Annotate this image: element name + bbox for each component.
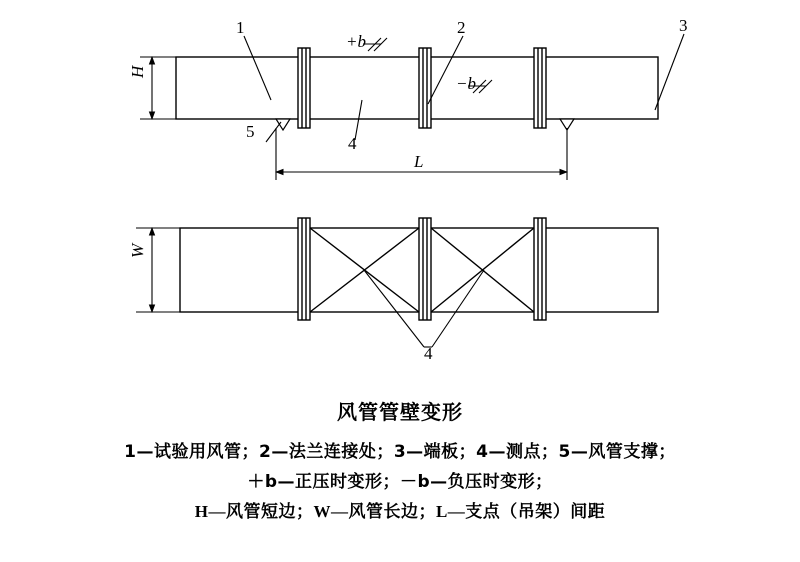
- label-4-plan: 4: [424, 344, 433, 363]
- label-l: L: [414, 152, 424, 171]
- label-w: W: [128, 243, 147, 258]
- side-view-duct: [176, 48, 658, 128]
- label-h: H: [128, 65, 147, 78]
- legend-line-2: ＋b—正压时变形；－b—负压时变形；: [247, 472, 553, 492]
- figure-caption: [0, 396, 800, 527]
- label-minus-b: −b: [456, 74, 476, 93]
- label-3: 3: [679, 16, 688, 35]
- legend-line-1: 1—试验用风管；2—法兰连接处；3—端板；4—测点；5—风管支撑；: [124, 442, 676, 462]
- label-plus-b: +b: [346, 32, 366, 51]
- label-5: 5: [246, 122, 255, 141]
- plan-view-duct: [180, 218, 658, 320]
- figure-title: 风管管壁变形: [337, 400, 463, 424]
- legend-line-3: H—风管短边；W—风管长边；L—支点（吊架）间距: [194, 502, 606, 521]
- dimension-w: [136, 228, 186, 312]
- label-1: 1: [236, 18, 245, 37]
- label-4-side: 4: [348, 134, 357, 153]
- label-2: 2: [457, 18, 466, 37]
